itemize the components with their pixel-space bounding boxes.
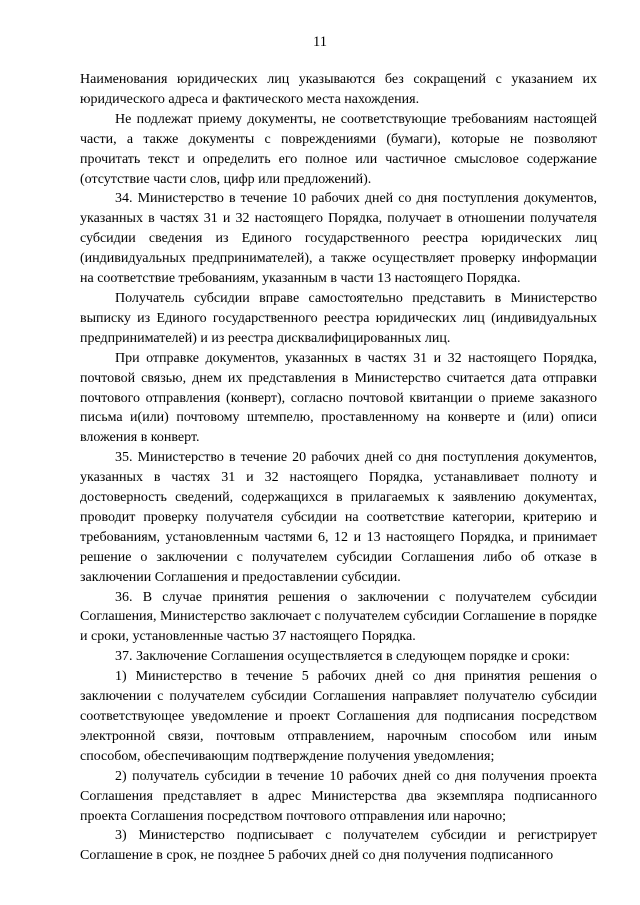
paragraph: 34. Министерство в течение 10 рабочих дней со дня поступления документов, указанных в частях 31 и 32 настоящего Порядка, получает в отношении получателя субсидии сведения из Единого государственного реестра юридических лиц (индивидуальных предпринимателей), а также осуществляет проверку информации на соответствие требованиям, указанным в части 13 настоящего Порядка. (80, 191, 597, 287)
paragraph: Не подлежат приему документы, не соответствующие требованиям настоящей части, а также документы с повреждениями (бумаги), которые не позволяют прочитать текст и определить его полное или частичное смысловое содержание (отсутствие части слов, цифр или предложений). (80, 111, 597, 187)
paragraph: Получатель субсидии вправе самостоятельно представить в Министерство выписку из Единого государственного реестра юридических лиц (индивидуальных предпринимателей) и из реестра дисквалифицированных лиц. (80, 290, 597, 346)
paragraph: 3) Министерство подписывает с получателем субсидии и регистрирует Соглашение в срок, не позднее 5 рабочих дней со дня получения подписанного (80, 828, 597, 864)
paragraph: 1) Министерство в течение 5 рабочих дней со дня принятия решения о заключении с получателем субсидии Соглашения направляет получателю субсидии соответствующее уведомление и проект Соглашения для подписания посредством электронной связи, почтовым отправлением, нарочным способом или иным способом, обеспечивающим подтверждение получения уведомления; (80, 669, 597, 764)
paragraph: Наименования юридических лиц указываются без сокращений с указанием их юридического адреса и фактического места нахождения. (80, 72, 597, 107)
document-body (80, 70, 597, 866)
paragraph: 2) получатель субсидии в течение 10 рабочих дней со дня получения проекта Соглашения представляет в адрес Министерства два экземпляра подписанного проекта Соглашения посредством почтового отправления или нарочно; (80, 768, 597, 824)
paragraph: При отправке документов, указанных в частях 31 и 32 настоящего Порядка, почтовой связью, днем их представления в Министерство считается дата отправки почтового отправления (конверт), согласно почтовой квитанции о приеме заказного письма и(или) почтовому штемпелю, проставленному на конверте и (или) описи вложения в конверт. (80, 350, 597, 446)
paragraph: 37. Заключение Соглашения осуществляется в следующем порядке и сроки: (115, 649, 570, 665)
paragraph: 36. В случае принятия решения о заключении с получателем субсидии Соглашения, Министерство заключает с получателем субсидии Соглашение в порядке и сроки, установленные частью 37 настоящего Порядка. (80, 589, 597, 645)
paragraph: 35. Министерство в течение 20 рабочих дней со дня поступления документов, указанных в частях 31 и 32 настоящего Порядка, устанавливает полноту и достоверность сведений, содержащихся в прилагаемых к заявлению документах, проводит проверку получателя субсидии на соответствие категории, критерию и требованиям, установленным частями 6, 12 и 13 настоящего Порядка, и принимает решение о заключении с получателем субсидии Соглашения либо об отказе в заключении Соглашения и предоставлении субсидии. (80, 450, 597, 585)
page-number: 11 (313, 34, 327, 50)
